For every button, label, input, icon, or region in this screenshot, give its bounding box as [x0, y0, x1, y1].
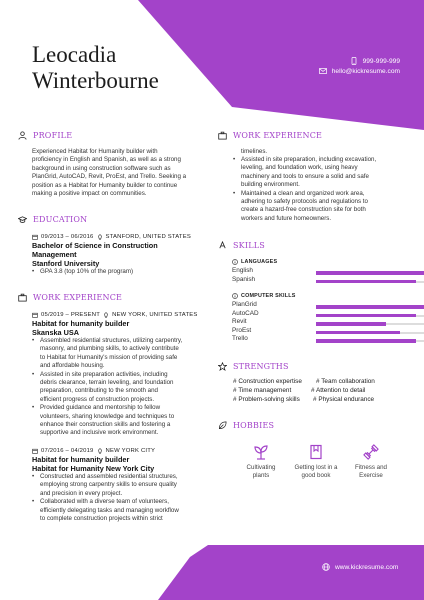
- hobby-label: good book: [301, 472, 331, 479]
- strength-tag: # Team collaboration: [316, 378, 375, 385]
- job-role: Habitat for humanity builder: [32, 319, 130, 328]
- phone-icon: [350, 57, 358, 65]
- hobbies-title: HOBBIES: [233, 421, 275, 430]
- briefcase-icon: [18, 293, 27, 302]
- strengths-section-header: [218, 362, 289, 371]
- hobby-item: [231, 444, 291, 480]
- skill-level-bar: [316, 306, 424, 308]
- work-continued-section-header: [218, 131, 322, 140]
- education-degree: [32, 241, 158, 268]
- bullet-line: and precision in every project.: [40, 489, 123, 497]
- strengths-title: STRENGTHS: [233, 362, 289, 371]
- skills-section-header: [218, 241, 265, 250]
- profile-line: PlanGrid, AutoCAD, Revit, ProEst, and Trello. Seeking a: [32, 173, 187, 181]
- list-item: [233, 156, 376, 190]
- bullet-line: • Assisted in site preparation activities, including: [40, 370, 168, 378]
- list-item: [32, 473, 179, 498]
- bullet-line: • Assisted in site preparation, including excavation,: [241, 156, 377, 163]
- calendar-icon: [32, 312, 38, 318]
- skill-row: [232, 335, 402, 344]
- bullet-line: debris clearance, terrain leveling, and foundation: [40, 379, 174, 387]
- location-pin-icon: [103, 312, 109, 318]
- bullet-line: workers and future homeowners.: [241, 214, 332, 222]
- bullet-line: create a hazard-free construction site for both: [241, 206, 366, 214]
- bullet-line: masonry, and plumbing skills, to actively contribute: [40, 345, 179, 353]
- briefcase-icon: [218, 131, 227, 140]
- job-dates: 05/2019 – PRESENT: [41, 312, 101, 318]
- graduation-cap-icon: [18, 215, 27, 224]
- profile-line: position as a Habitat for Humanity builder to continue: [32, 181, 178, 189]
- skill-level-bar: [316, 340, 424, 342]
- education-title: EDUCATION: [33, 215, 88, 224]
- skill-level-fill: [316, 280, 416, 284]
- skill-level-fill: [316, 322, 386, 326]
- education-meta: [32, 234, 191, 240]
- calendar-icon: [32, 448, 38, 454]
- skill-label: Spanish: [232, 275, 256, 283]
- job-company: Skanska USA: [32, 328, 80, 337]
- education-section-header: [18, 215, 87, 224]
- hobby-label: Fitness and: [355, 464, 387, 471]
- strength-tag: # Physical endurance: [313, 396, 375, 403]
- bullet-line: enhance their construction skills and fostering a: [40, 421, 171, 429]
- computer-skills-title: COMPUTER SKILLS: [241, 293, 296, 299]
- bullet-line: • Provided guidance and mentorship to fellow: [40, 404, 161, 412]
- email-contact[interactable]: [319, 67, 400, 75]
- hobby-label: Exercise: [359, 472, 383, 479]
- skill-level-fill: [316, 271, 424, 275]
- bullet-line: supportive and inclusive work environment.: [40, 429, 159, 437]
- skill-level-bar: [316, 332, 424, 334]
- skill-level-bar: [316, 315, 424, 317]
- job-heading: [32, 455, 154, 473]
- school-name: Stanford University: [32, 259, 100, 268]
- computer-skills-subheader: [232, 293, 296, 299]
- skill-label: ProEst: [232, 326, 252, 334]
- job-bullets: [32, 337, 182, 438]
- email-icon: [319, 67, 327, 75]
- profile-title: PROFILE: [33, 131, 73, 140]
- last-name: Winterbourne: [32, 68, 159, 93]
- education-bullets: [32, 268, 133, 276]
- work-continued-lead: timelines.: [241, 148, 268, 155]
- list-item: [32, 404, 182, 438]
- job-heading: [32, 319, 129, 337]
- skill-label: PlanGrid: [232, 301, 257, 308]
- strength-tag: # Problem-solving skills: [233, 396, 300, 403]
- profile-line: background in using construction software such as: [32, 164, 171, 172]
- location-pin-icon: [97, 448, 103, 454]
- skill-row: [232, 276, 402, 285]
- calendar-icon: [32, 234, 38, 240]
- job-location: NEW YORK, UNITED STATES: [112, 312, 198, 318]
- job-bullets: [32, 473, 179, 523]
- profile-text: [32, 148, 186, 198]
- work-continued-bullets: [233, 156, 376, 223]
- info-icon: [232, 259, 238, 265]
- globe-icon: [322, 563, 330, 571]
- skill-level-fill: [316, 305, 424, 309]
- skill-label: English: [232, 267, 253, 274]
- footer-website[interactable]: [322, 563, 398, 571]
- candidate-name: [32, 42, 159, 94]
- strength-tag: # Construction expertise: [233, 378, 302, 385]
- skill-level-fill: [316, 314, 416, 318]
- hobby-label: plants: [252, 472, 270, 479]
- job-meta: [32, 312, 198, 318]
- skill-level-bar: [316, 272, 424, 274]
- skills-title: SKILLS: [233, 241, 265, 250]
- work-continued-title: WORK EXPERIENCE: [233, 131, 323, 140]
- skill-label: Revit: [232, 318, 247, 326]
- bullet-line: leveling, and foundation work, using heavy: [241, 164, 358, 172]
- footer-background-shape: [0, 545, 424, 600]
- profile-line: making a positive impact on communities.: [32, 190, 147, 198]
- bullet-line: building environment.: [241, 181, 300, 189]
- skills-icon: [218, 241, 227, 250]
- skill-level-fill: [316, 331, 400, 335]
- bullet-line: preparation, contributing to the smooth and: [40, 387, 158, 395]
- bullet-line: to complete construction projects within strict: [40, 515, 163, 523]
- work-section-header: [18, 293, 122, 302]
- job-role: Habitat for humanity builder: [32, 455, 130, 464]
- hobby-item: [286, 444, 346, 480]
- location-pin-icon: [97, 234, 103, 240]
- person-icon: [18, 131, 27, 140]
- list-item: • GPA 3.8 (top 10% of the program): [32, 268, 133, 276]
- profile-section-header: [18, 131, 72, 140]
- skill-label: AutoCAD: [232, 309, 259, 317]
- skill-level-bar: [316, 323, 424, 325]
- plant-icon: [253, 444, 269, 460]
- profile-line: Experienced Habitat for Humanity builder with: [32, 148, 158, 155]
- hobby-label: Getting lost in a: [294, 464, 338, 471]
- first-name: Leocadia: [32, 42, 117, 67]
- job-company: Habitat for Humanity New York City: [32, 464, 155, 473]
- hobbies-section-header: [218, 421, 274, 430]
- job-dates: 07/2016 – 04/2019: [41, 448, 94, 454]
- leaf-icon: [218, 421, 227, 430]
- skill-label: Trello: [232, 335, 248, 343]
- hobby-label: Cultivating: [246, 464, 276, 471]
- star-icon: [218, 362, 227, 371]
- website-url: www.kickresume.com: [335, 563, 399, 571]
- bullet-line: • Assembled residential structures, utilizing carpentry,: [40, 337, 183, 344]
- work-title: WORK EXPERIENCE: [33, 293, 123, 302]
- bullet-line: • Constructed and assembled residential structures,: [40, 473, 178, 480]
- info-icon: [232, 293, 238, 299]
- list-item: [32, 337, 182, 371]
- bullet-line: and affordable housing.: [40, 362, 105, 370]
- job-location: NEW YORK CITY: [105, 448, 156, 454]
- list-item: [233, 190, 376, 224]
- phone-number: 999-999-999: [362, 57, 400, 65]
- bullet-line: • Collaborated with a diverse team of volunteers,: [40, 498, 169, 506]
- degree-line: Management: [32, 250, 77, 259]
- email-address: hello@kickresume.com: [331, 67, 400, 75]
- skill-level-fill: [316, 339, 416, 343]
- bullet-line: adhering to safety protocols and regulations to: [241, 198, 368, 206]
- education-location: STANFORD, UNITED STATES: [105, 234, 191, 240]
- bullet-line: machinery and tools to ensure a solid and safe: [241, 172, 369, 180]
- strength-tag: # Attention to detail: [311, 387, 366, 394]
- profile-line: proficiency in English and Spanish, as well as a strong: [32, 156, 181, 164]
- strength-tag: # Time management: [233, 387, 292, 394]
- phone-contact[interactable]: [350, 57, 400, 65]
- list-item: [32, 371, 182, 405]
- degree-line: Bachelor of Science in Construction: [32, 241, 158, 250]
- list-item: [32, 498, 179, 523]
- bullet-line: efficient progress of construction projects.: [40, 395, 155, 403]
- hobby-item: [341, 444, 401, 480]
- book-icon: [308, 444, 324, 460]
- bullet-line: efficiently delegating tasks and managing workflow: [40, 506, 179, 514]
- education-dates: 09/2013 – 06/2016: [41, 234, 94, 240]
- bullet-line: to Habitat for Humanity's mission of providing safe: [40, 353, 178, 361]
- dumbbell-icon: [363, 444, 379, 460]
- skill-level-bar: [316, 281, 424, 283]
- languages-subheader: [232, 259, 277, 265]
- bullet-line: volunteers, sharing knowledge and techniques to: [40, 412, 175, 420]
- languages-title: LANGUAGES: [241, 259, 278, 265]
- job-meta: [32, 448, 155, 454]
- bullet-line: • Maintained a clean and organized work area,: [241, 189, 365, 197]
- bullet-line: employing strong carpentry skills to ensure quality: [40, 481, 177, 489]
